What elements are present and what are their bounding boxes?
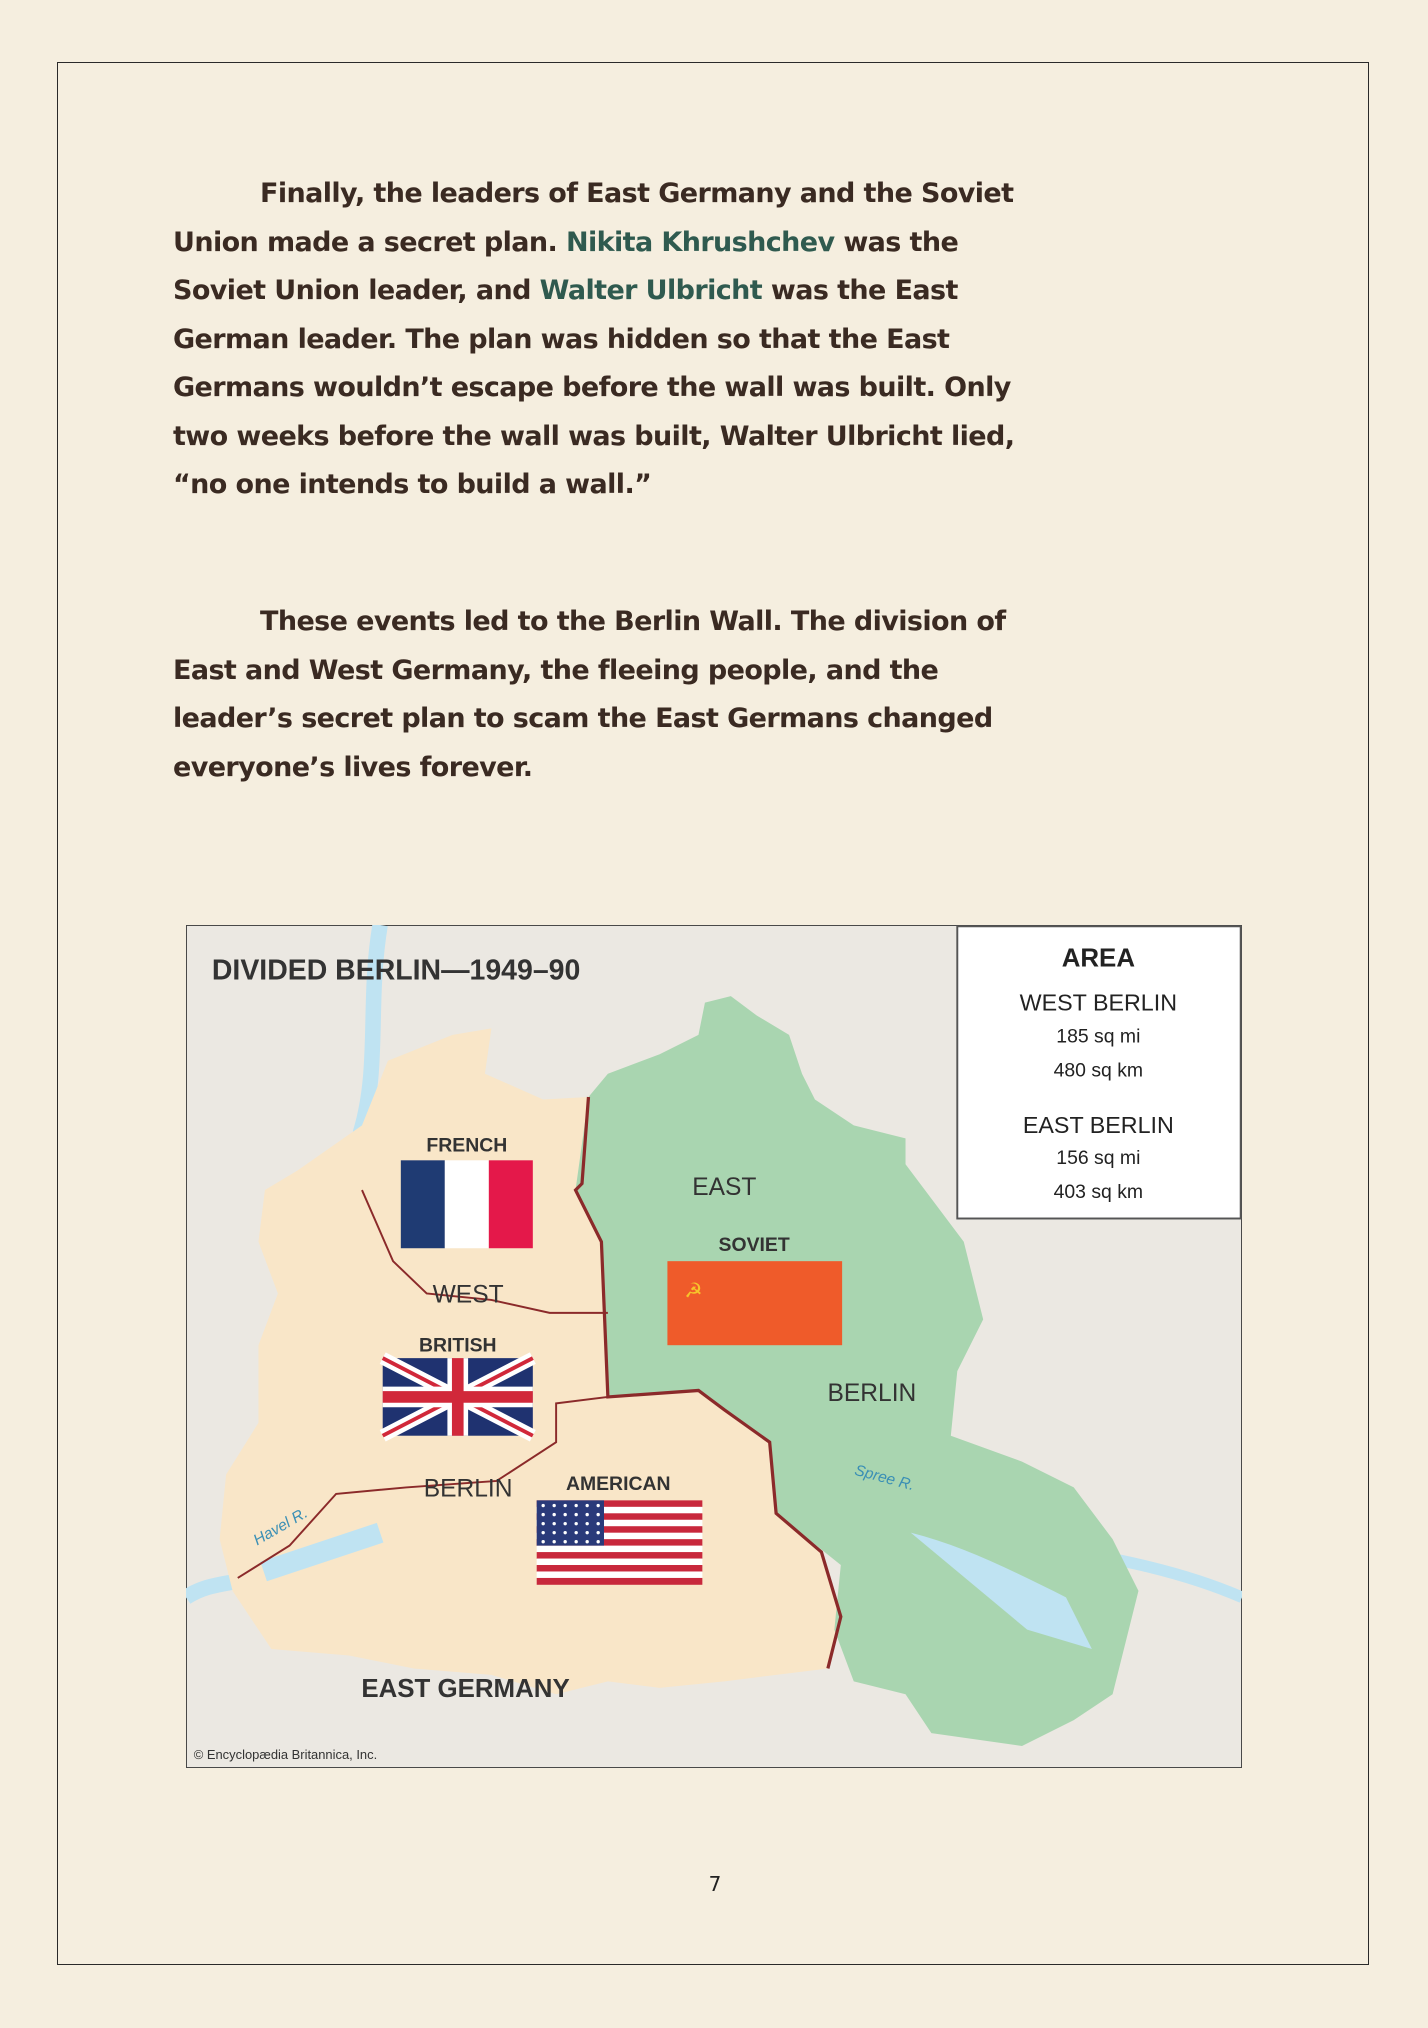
area-east-sq-km: 403 sq km	[1053, 1180, 1144, 1203]
area-west-label: WEST BERLIN	[1019, 989, 1178, 1016]
label-american: AMERICAN	[565, 1473, 671, 1496]
text-line	[173, 316, 1014, 365]
label-french: FRENCH	[426, 1134, 508, 1157]
american-flag	[537, 1500, 703, 1584]
text: Soviet Union leader, and	[173, 275, 540, 306]
text-line	[173, 461, 1014, 510]
text-line	[173, 219, 1014, 268]
label-british: BRITISH	[418, 1334, 497, 1357]
label-east-germany: EAST GERMANY	[361, 1674, 570, 1703]
page-number: 7	[708, 1872, 722, 1896]
text-line	[173, 170, 1014, 219]
text: “no one intends to build a wall.”	[173, 469, 652, 500]
label-berlin-west: BERLIN	[423, 1475, 513, 1503]
name-khrushchev: Nikita Khrushchev	[566, 226, 835, 258]
map-copyright: © Encyclopædia Britannica, Inc.	[193, 1746, 378, 1762]
area-east-sq-mi: 156 sq mi	[1056, 1147, 1141, 1170]
name-ulbricht: Walter Ulbricht	[539, 275, 763, 306]
hammer-sickle-icon: ☭	[684, 1279, 703, 1303]
map-title: DIVIDED BERLIN—1949–90	[211, 954, 581, 987]
text: was the	[834, 226, 959, 258]
text: Germans wouldn’t escape before the wall was built. Only	[173, 372, 1011, 403]
divided-berlin-map	[186, 925, 1242, 1768]
text: Finally, the leaders of East Germany and the Soviet	[260, 178, 1014, 209]
soviet-flag	[667, 1261, 842, 1345]
text-line	[173, 267, 1014, 316]
text-line: East and West Germany, the fleeing people, and the	[173, 654, 939, 686]
text-line: These events led to the Berlin Wall. The division of	[260, 606, 1006, 637]
paragraph-secret-plan	[173, 170, 1014, 510]
paragraph-conclusion	[173, 598, 1005, 792]
text-line	[173, 413, 1014, 462]
british-flag	[383, 1358, 533, 1436]
label-spree-river: Spree R.	[852, 1461, 917, 1495]
area-west-sq-mi: 185 sq mi	[1056, 1025, 1141, 1048]
text: was the East	[762, 275, 958, 306]
label-east: EAST	[692, 1174, 757, 1202]
label-havel-river: Havel R.	[250, 1504, 311, 1550]
area-east-label: EAST BERLIN	[1022, 1112, 1174, 1139]
label-soviet: SOVIET	[718, 1233, 790, 1256]
text: two weeks before the wall was built, Walter Ulbricht lied,	[173, 420, 1015, 452]
area-heading: AREA	[1061, 944, 1136, 973]
text-line	[173, 364, 1014, 413]
text: German leader. The plan was hidden so that the East	[173, 323, 950, 355]
text: Union made a secret plan.	[173, 226, 566, 258]
french-flag	[401, 1160, 533, 1248]
text-line: leader’s secret plan to scam the East Germans changed	[173, 703, 993, 734]
text-line: everyone’s lives forever.	[173, 751, 533, 783]
area-west-sq-km: 480 sq km	[1053, 1059, 1144, 1082]
label-berlin-east: BERLIN	[827, 1379, 917, 1407]
label-west: WEST	[432, 1281, 504, 1309]
